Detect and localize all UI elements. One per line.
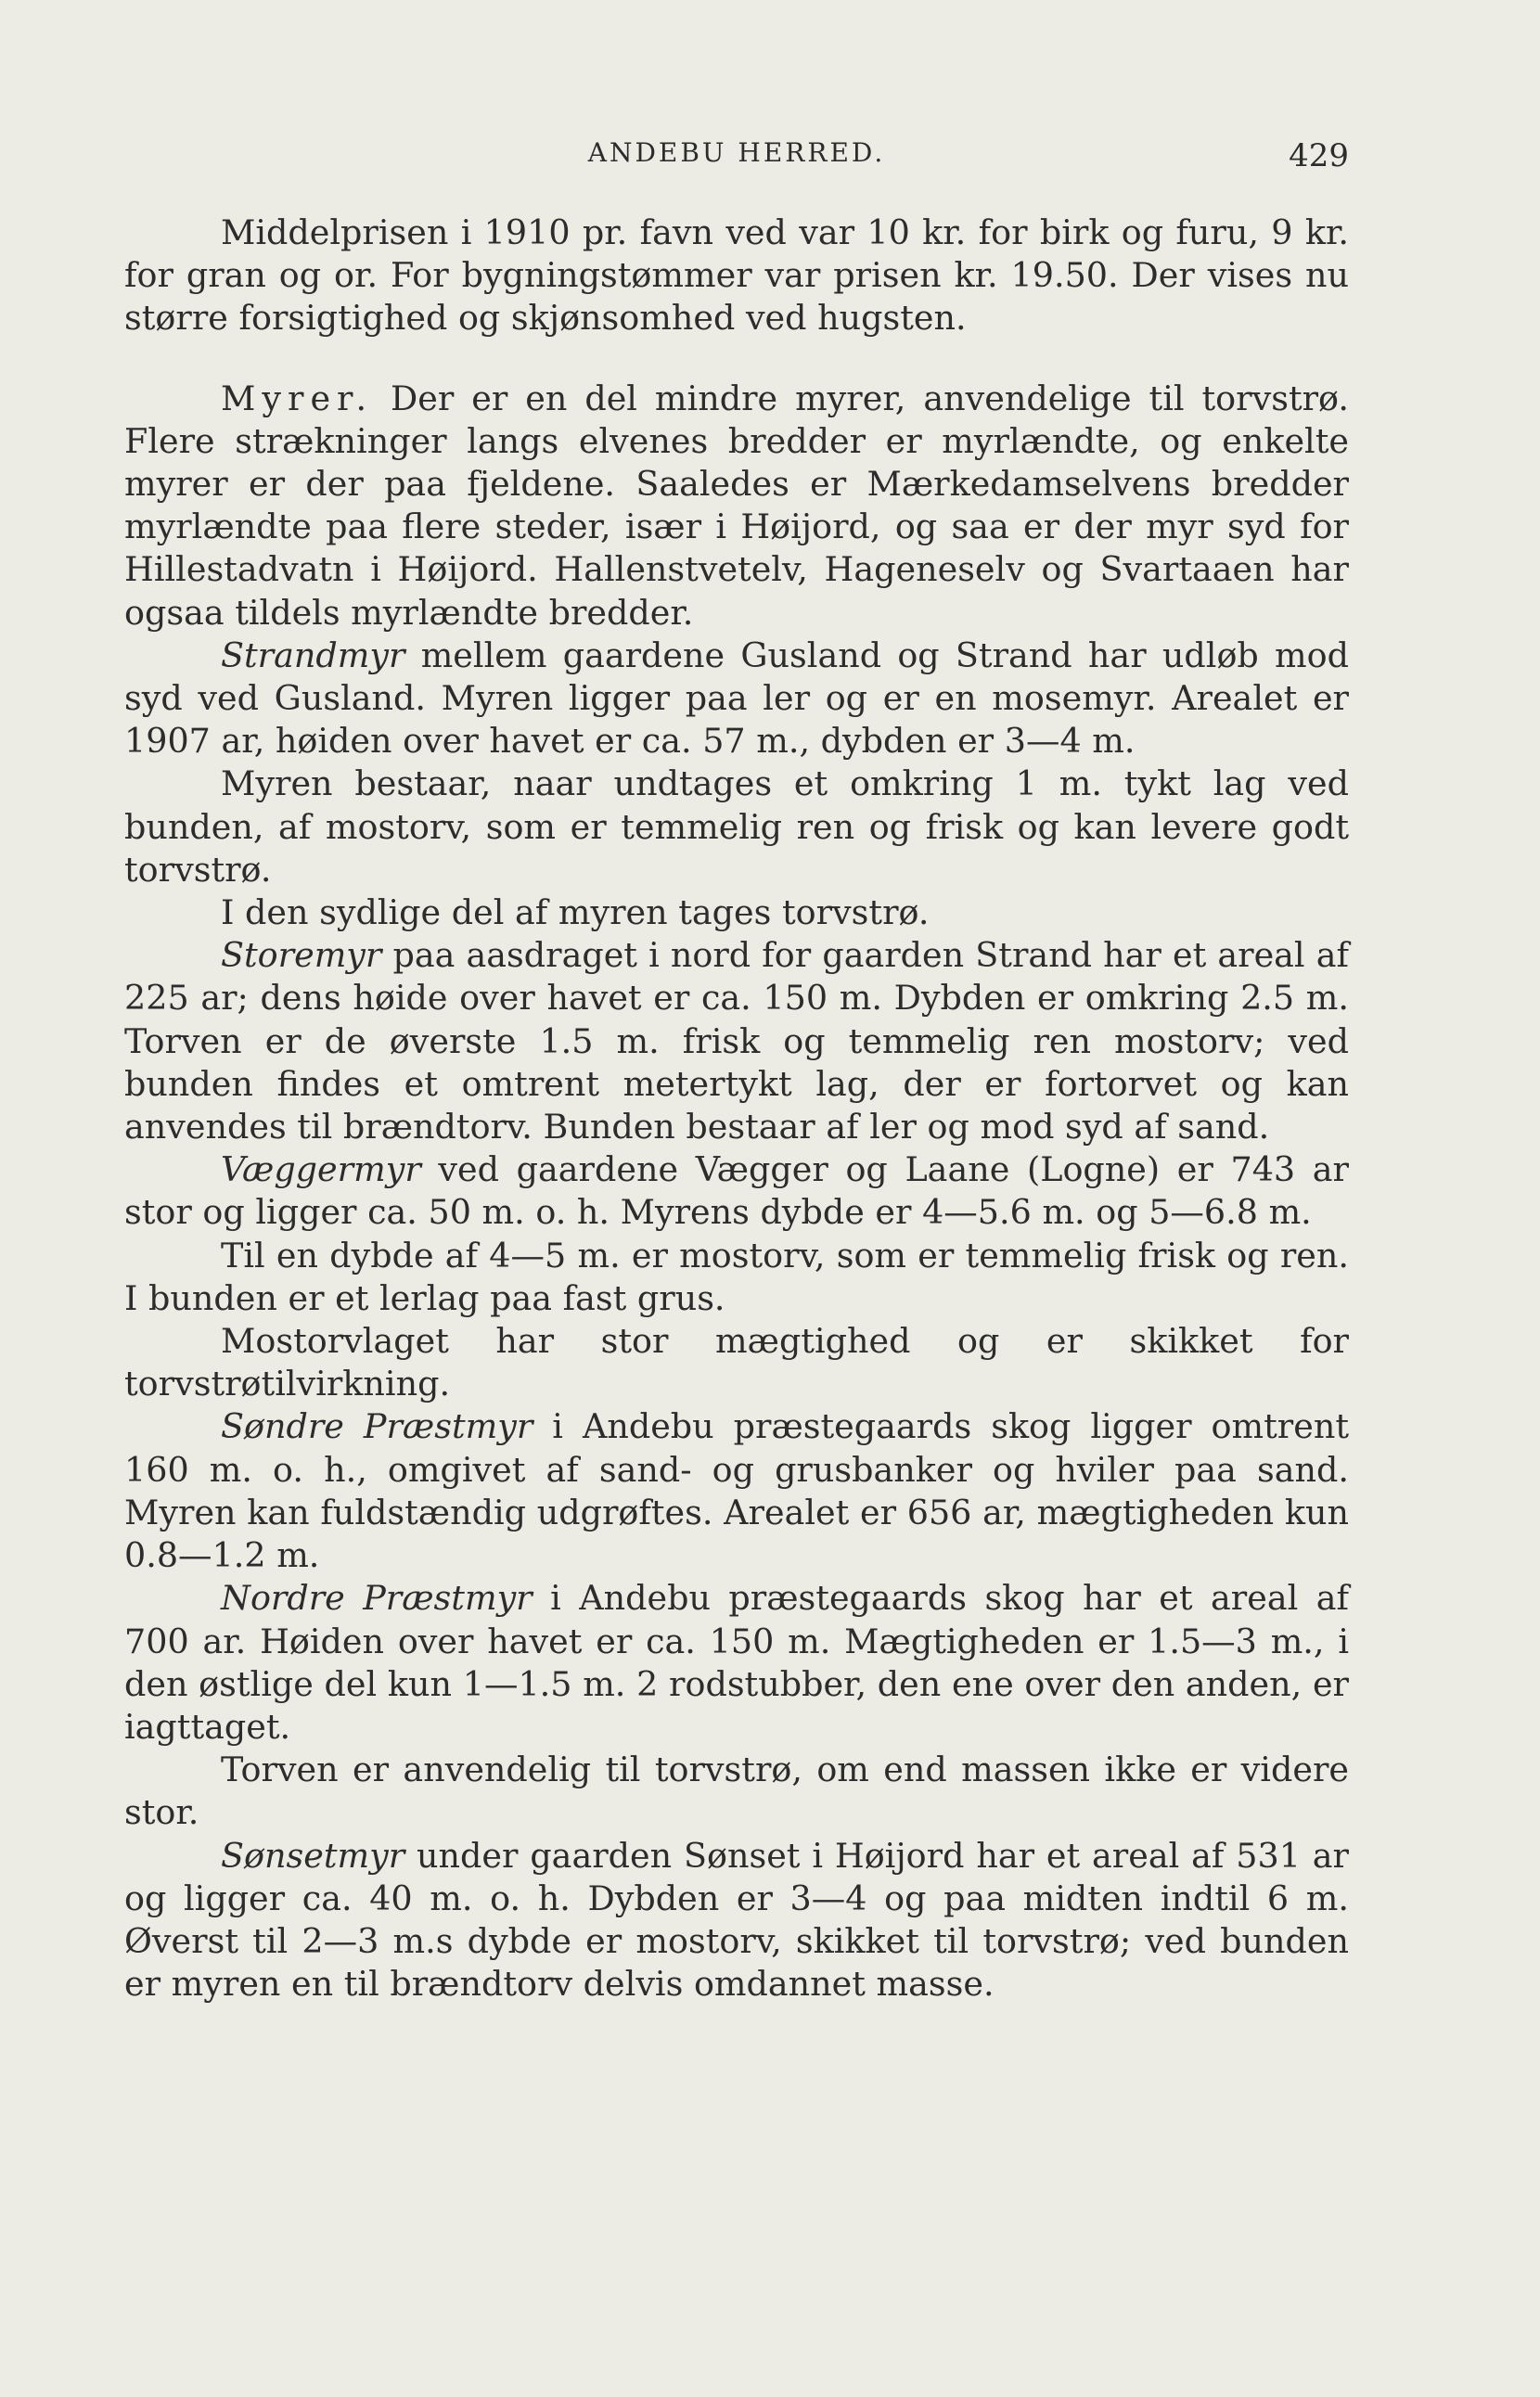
paragraph-strandmyr-composition <box>124 763 1349 891</box>
bog-name-strandmyr: Strandmyr <box>221 634 405 675</box>
paragraph-timber-prices <box>124 212 1349 340</box>
paragraph-vaeggermyr-layer <box>124 1320 1349 1405</box>
paragraph-text: Torven er anvendelig til torvstrø, om end massen ikke er videre stor. <box>124 1750 1349 1833</box>
page-number: 429 <box>1289 137 1349 174</box>
paragraph-text: i Andebu præstegaards skog ligger omtrent 160 m. o. h., omgivet af sand- og grusbanker og hviler paa sand. Myren kan fuldstændig udgrøftes. Arealet er 656 ar, mægtigheden kun 0.8—1.2 m. <box>124 1406 1349 1576</box>
paragraph-text: i Andebu præstegaards skog har et areal af 700 ar. Høiden over havet er ca. 150 m. Mægtigheden er 1.5—3 m., i den østlige del kun 1—1.5 m. 2 rodstubber, den ene over den anden, er iagttaget. <box>124 1578 1349 1747</box>
paragraph-nordre-praestmyr <box>124 1577 1349 1749</box>
paragraph-text: Myren bestaar, naar undtages et omkring 1 m. tykt lag ved bunden, af mostorv, som er temmelig ren og frisk og kan levere godt torvstrø. <box>124 763 1349 890</box>
paragraph-text: under gaarden Sønset i Høijord har et areal af 531 ar og ligger ca. 40 m. o. h. Dybden er 3—4 og paa midten indtil 6 m. Øverst til 2—3 m.s dybde er mostorv, skikket til torvstrø; ved bunden er myren en til brændtorv delvis omdannet masse. <box>124 1835 1349 2005</box>
paragraph-sondre-praestmyr <box>124 1405 1349 1577</box>
paragraph-strandmyr <box>124 634 1349 763</box>
paragraph-text: Til en dybde af 4—5 m. er mostorv, som er temmelig frisk og ren. I bunden er et lerlag paa fast grus. <box>124 1235 1349 1318</box>
paragraph-sonsetmyr <box>124 1835 1349 2006</box>
bog-name-storemyr: Storemyr <box>221 935 382 976</box>
paragraph-text: Der er en del mindre myrer, anvendelige til torvstrø. Flere strækninger langs elvenes bredder er myrlændte, og enkelte myrer er der paa fjeldene. Saaledes er Mærkedamselvens bredder myrlændte paa flere steder, især i Høijord, og saa er der myr syd for Hillestadvatn i Høijord. Hallenstvetelv, Hageneselv og Svartaaen har ogsaa tildels myrlændte bredder. <box>124 378 1349 633</box>
paragraph-text: Middelprisen i 1910 pr. favn ved var 10 kr. for birk og furu, 9 kr. for gran og or. For bygningstømmer var prisen kr. 19.50. Der vises nu større forsigtighed og skjønsomhed ved hugsten. <box>124 212 1349 339</box>
page-body <box>124 212 1349 2006</box>
bog-name-nordre-praestmyr: Nordre Præstmyr <box>221 1578 533 1619</box>
paragraph-text: paa aasdraget i nord for gaarden Strand har et areal af 225 ar; dens høide over havet er ca. 150 m. Dybden er omkring 2.5 m. Torven er de øverste 1.5 m. frisk og temmelig ren mostorv; ved bunden findes et omtrent metertykt lag, der er fortorvet og kan anvendes til brændtorv. Bunden bestaar af ler og mod syd af sand. <box>124 935 1349 1147</box>
section-heading-myrer: Myrer. <box>221 378 374 418</box>
bog-name-sonsetmyr: Sønsetmyr <box>221 1835 405 1876</box>
paragraph-storemyr <box>124 934 1349 1148</box>
running-title: ANDEBU HERRED. <box>587 137 886 168</box>
paragraph-text: I den sydlige del af myren tages torvstrø. <box>221 892 930 933</box>
bog-name-vaeggermyr: Væggermyr <box>221 1149 421 1190</box>
paragraph-nordre-praestmyr-use <box>124 1749 1349 1834</box>
paragraph-vaeggermyr <box>124 1148 1349 1234</box>
paragraph-strandmyr-south <box>124 891 1349 934</box>
paragraph-myrer <box>124 378 1349 634</box>
page-header <box>124 137 1349 184</box>
paragraph-vaeggermyr-depth <box>124 1235 1349 1320</box>
paragraph-text: ved gaardene Vægger og Laane (Logne) er 743 ar stor og ligger ca. 50 m. o. h. Myrens dybde er 4—5.6 m. og 5—6.8 m. <box>124 1149 1349 1233</box>
bog-name-sondre-praestmyr: Søndre Præstmyr <box>221 1406 533 1447</box>
paragraph-text: Mostorvlaget har stor mægtighed og er skikket for torvstrøtilvirkning. <box>124 1321 1349 1404</box>
paragraph-text: mellem gaardene Gusland og Strand har udløb mod syd ved Gusland. Myren ligger paa ler og er en mosemyr. Arealet er 1907 ar, høiden over havet er ca. 57 m., dybden er 3—4 m. <box>124 634 1349 762</box>
